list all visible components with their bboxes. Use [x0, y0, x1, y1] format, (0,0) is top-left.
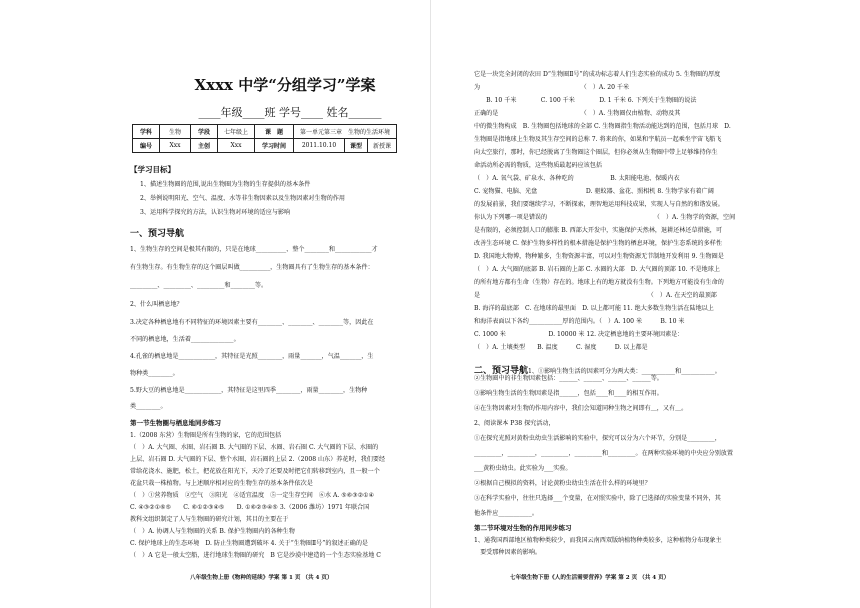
exercise-line: 的发展前景，我们要继续学习，不断探索，理智地运用科技成果，实现人与自然的和谐发展。	[474, 201, 724, 208]
exercise-line: 要受那种因素的影响。	[474, 549, 542, 556]
course-info-table	[132, 124, 397, 153]
preview-line: 类________。	[130, 403, 167, 410]
preview-heading: 一、预习导航	[130, 229, 185, 239]
table-cell: 生物	[160, 125, 191, 139]
exercise-line: 花盆只栽一株植物。与上述顺序相对应的生物生存的基本条件依次是	[130, 480, 313, 487]
table-cell: 学段	[191, 125, 218, 139]
exercise-line: （ ）A. 大气圈的底部 B. 岩石圈的上部 C. 水圈的大部 D. 大气圈的顶部 10. 不是地球上	[474, 266, 720, 273]
table-cell: 主创	[191, 139, 218, 153]
table-cell: Xxx	[160, 139, 191, 153]
table-cell: 七年级上	[218, 125, 255, 139]
exercise-line: 它是一块完全封闭的农田 D“生物圈Ⅱ号”的成功标志着人们生态实验的成功 5. 生物圈的厚度	[474, 71, 721, 78]
preview-line: 2、什么叫栖息地？	[130, 301, 183, 308]
exercise-line: B. 10 千米 C. 100 千米 D. 1 千米 6. 下列关于生物圈的说法	[474, 97, 697, 104]
exercise-line: 你认为下列哪一项是错误的 （ ）A. 生物学的资源，空间	[474, 214, 736, 221]
preview2-line: ④在生物因素对生物的作用内容中，我们会知道同种生物之间即有＿，又有＿。	[474, 405, 688, 412]
preview2-line: 2、阅读课本 P38 探究活动，	[474, 420, 555, 427]
preview2-line: ①在探究光照对黄粉虫幼虫生活影响的实验中，探究可以分为六个环节，分别是_________，	[474, 435, 721, 442]
preview2-line: ③影响生物生活的生物因素是指______，包括____和____的相互作用。	[474, 390, 663, 397]
table-cell: 编号	[133, 139, 160, 153]
table-cell: 学习时间	[255, 139, 294, 153]
exercise-line: C. 1000 米 D. 10000 米 12. 决定栖息地的主要环境因素是：	[474, 331, 684, 338]
table-cell: 第一单元第三章 生物的生活环境	[294, 125, 397, 139]
preview2-inline-text: 1、①影响生物生活的因素可分为两大类：___________和___________。	[528, 368, 721, 375]
preview2-line: ___黄粉虫幼虫。此实验为___实验。	[474, 465, 572, 472]
preview2-line: ③在科学实验中，往往只选择___个变量，在对照实验中，除了已选择的实验变量不同外，其	[474, 495, 721, 502]
exercise-line: 1.（2008 东营）生物圈是所有生物的家，它的范围包括	[130, 432, 282, 439]
exercise-line: 生物圈是指地球上生物及其生存空间的总称 7. 将来的你，如果和宇航员一起乘坐宇宙飞船飞	[474, 136, 722, 143]
goal-item: 3、运用科学探究的方法，认识生物对环境的适应与影响	[140, 209, 291, 216]
goal-item: 1、描述生物圈的范围,说出生物圈为生物的生存提供的基本条件	[140, 181, 311, 188]
exercise-line: 中的微生物构成 B. 生物圈包括地球的全部 C. 生物圈指生物活动能达到的范围，包括月球 D.	[474, 123, 731, 130]
preview-line: 5.野大豆的栖息地是____________，其特征是这里四季________，雨量________，生物种	[130, 387, 368, 394]
table-cell: 学科	[133, 125, 160, 139]
exercise-line: 的所有地方都有生命（生物）存在的。地球上有的地方就没有生物。下列地方可能没有生命的	[474, 279, 724, 286]
exercise-line: 为 （ ）A. 20 千米	[474, 84, 630, 91]
preview2-line: 他条件应___________。	[474, 510, 538, 517]
exercise-line: 改善生态环境 C. 保护生物多样性的根本措施是保护生物的栖息环境，保护生态系统的多样性	[474, 240, 722, 247]
exercise-line: 命活动所必需的物质，这些物质最起码应该包括	[474, 162, 602, 169]
table-row	[133, 125, 397, 139]
page-footer: 八年级生物上册《物种的延续》学案 第 1 页 （共 4 页）	[190, 575, 333, 581]
exercise-line: D. 我国地大物博，物种繁多，生物资源丰富，可以对生物资源无节制地开发利用 9. 生物圈是	[474, 253, 724, 260]
page-footer: 七年级生物下册《人的生活需要营养》学案 第 2 页 （共 4 页）	[510, 575, 670, 581]
exercise-line: （ ）A 它是一般太空船，进行地球生物圈的研究 B 它是沙漠中建造的一个生态实验基地 C	[130, 552, 381, 559]
preview2-heading: 二、预习导航	[474, 366, 529, 376]
exercise-line: （ ）A. 氧气袋、矿泉水、各种吃的 B. 太阳能电池、保暖内衣	[474, 175, 680, 182]
exercise-line: 1、通我国西部地区植物种类较少，而我国云南西双版纳植物种类较多，这种植物分布现象主	[474, 537, 722, 544]
exercise-line: C. 宠物猫、电脑、光盘 D. 驱蚊器、盆花、照相机 8. 生物学家有着广阔	[474, 188, 714, 195]
table-cell: 新授课	[368, 139, 397, 153]
page-title: Xxxx 中学“分组学习”学案	[194, 76, 376, 94]
table-cell: 课 题	[255, 125, 294, 139]
preview-line: 3.决定各种栖息地有不同特征的环境因素主要有________、________、________等，因此在	[130, 319, 374, 326]
preview-line: 4.孔雀的栖息地是____________，其特征是光照________，雨量_______，气温_______，生	[130, 353, 374, 360]
goal-item: 2、举例说明阳光、空气、温度、水等非生物因素以及生物因素对生物的作用	[140, 195, 345, 202]
preview2-line: _________，_________，_________，_________和_________。在两种实验环境的中央应分别放置	[474, 450, 733, 457]
preview-line: 1、生物生存的空间是极其有限的，只是在地球__________、整个________和____________才	[130, 246, 378, 253]
exercise-line: （ ）①营养物质 ②空气 ③阳光 ④适宜温度 ⑤一定生存空间 ⑥水 A. ⑤⑥③②①④	[130, 492, 375, 499]
table-row	[133, 139, 397, 153]
table-cell: Xxx	[218, 139, 255, 153]
exercise-line: C. ④③②①⑥⑤ C. ⑥①②③④⑤ D. ①⑥②③④⑤ 3.（2006 潍坊）1971 年联合国	[130, 504, 370, 511]
exercise-line: 和海洋表面以下各约___________厚的范围内。（ ）A. 100 米 B. 10 米	[474, 318, 685, 325]
exercise-line: C. 保护地球上的生态环境 D. 防止生物圈遭到破坏 4. 关于“生物圈Ⅱ号”的叙述正确的是	[130, 540, 369, 547]
exercise-line: 常给花浇水、施肥，松土，把花放在阳光下，天冷了还要及时把它们转移到室内，且一般一个	[130, 468, 380, 475]
preview-line: 不同的栖息地，生活着______________。	[130, 336, 240, 343]
preview-line: 有生物生存。有生物生存的这个圈层叫做__________，生物圈具有了生物生存的基本条件：	[130, 264, 374, 271]
preview-line: 物种类________。	[130, 370, 179, 377]
exercise-line: 是有限的，必须控制人口的膨胀 B. 西部大开发中，实施保护天然林，退耕还林还草措施，可	[474, 227, 722, 234]
table-cell: 课型	[345, 139, 368, 153]
sync2-heading: 第二节环境对生物的作用同步练习	[474, 524, 572, 532]
goals-heading: 【学习目标】	[130, 165, 175, 174]
exercise-line: （ ）A. 土壤类型 B. 温度 C. 湿度 D. 以上都是	[474, 344, 648, 351]
sync-heading: 第一节生物圈与栖息地同步练习	[130, 419, 221, 427]
preview2-line: ②根据自己模拟的资料，讨论黄粉虫幼虫生活在什么样的环境里？	[474, 480, 651, 487]
exercise-line: （ ）A. 大气圈、水圈、岩石圈 B. 大气圈的下层、水圈、岩石圈 C. 大气圈的下层、水圈的	[130, 444, 379, 451]
exercise-line: B. 海洋的最底部 C. 在地球的最里面 D. 以上都可能 11. 绝大多数生物生活在陆地以上	[474, 305, 714, 312]
preview-line: _________、_________、_________和________等。	[130, 282, 268, 289]
table-cell: 2011.10.10	[294, 139, 345, 153]
exercise-line: 是 （ ）A. 在天空的最顶部	[474, 292, 717, 299]
exercise-line: 正确的是 （ ）A. 生物圈仅由植物、动物及其	[474, 110, 681, 117]
preview2-line: ②生物圈中的非生物因素包括：______、______、______、______等。	[474, 375, 663, 382]
exercise-line: 向太空旅行，那时，你已经脱离了生物圈这个圈层，但你必须从生物圈中带上足够维持你生	[474, 149, 718, 156]
exercise-line: （ ）A. 协调人与生物圈的关系 B. 保护生物圈内的各种生物	[130, 528, 295, 535]
student-info-line: ____年级____班 学号____ 姓名______	[198, 106, 382, 119]
right-page	[430, 0, 860, 608]
exercise-line: 上层、岩石圈 D. 大气圈的下层、整个水圈、岩石圈的上层 2.（2008 山东）养花时，我们要经	[130, 456, 386, 463]
exercise-line: 教科文组织制定了人与生物圈的研究计划，其目的主要在于	[130, 516, 289, 523]
